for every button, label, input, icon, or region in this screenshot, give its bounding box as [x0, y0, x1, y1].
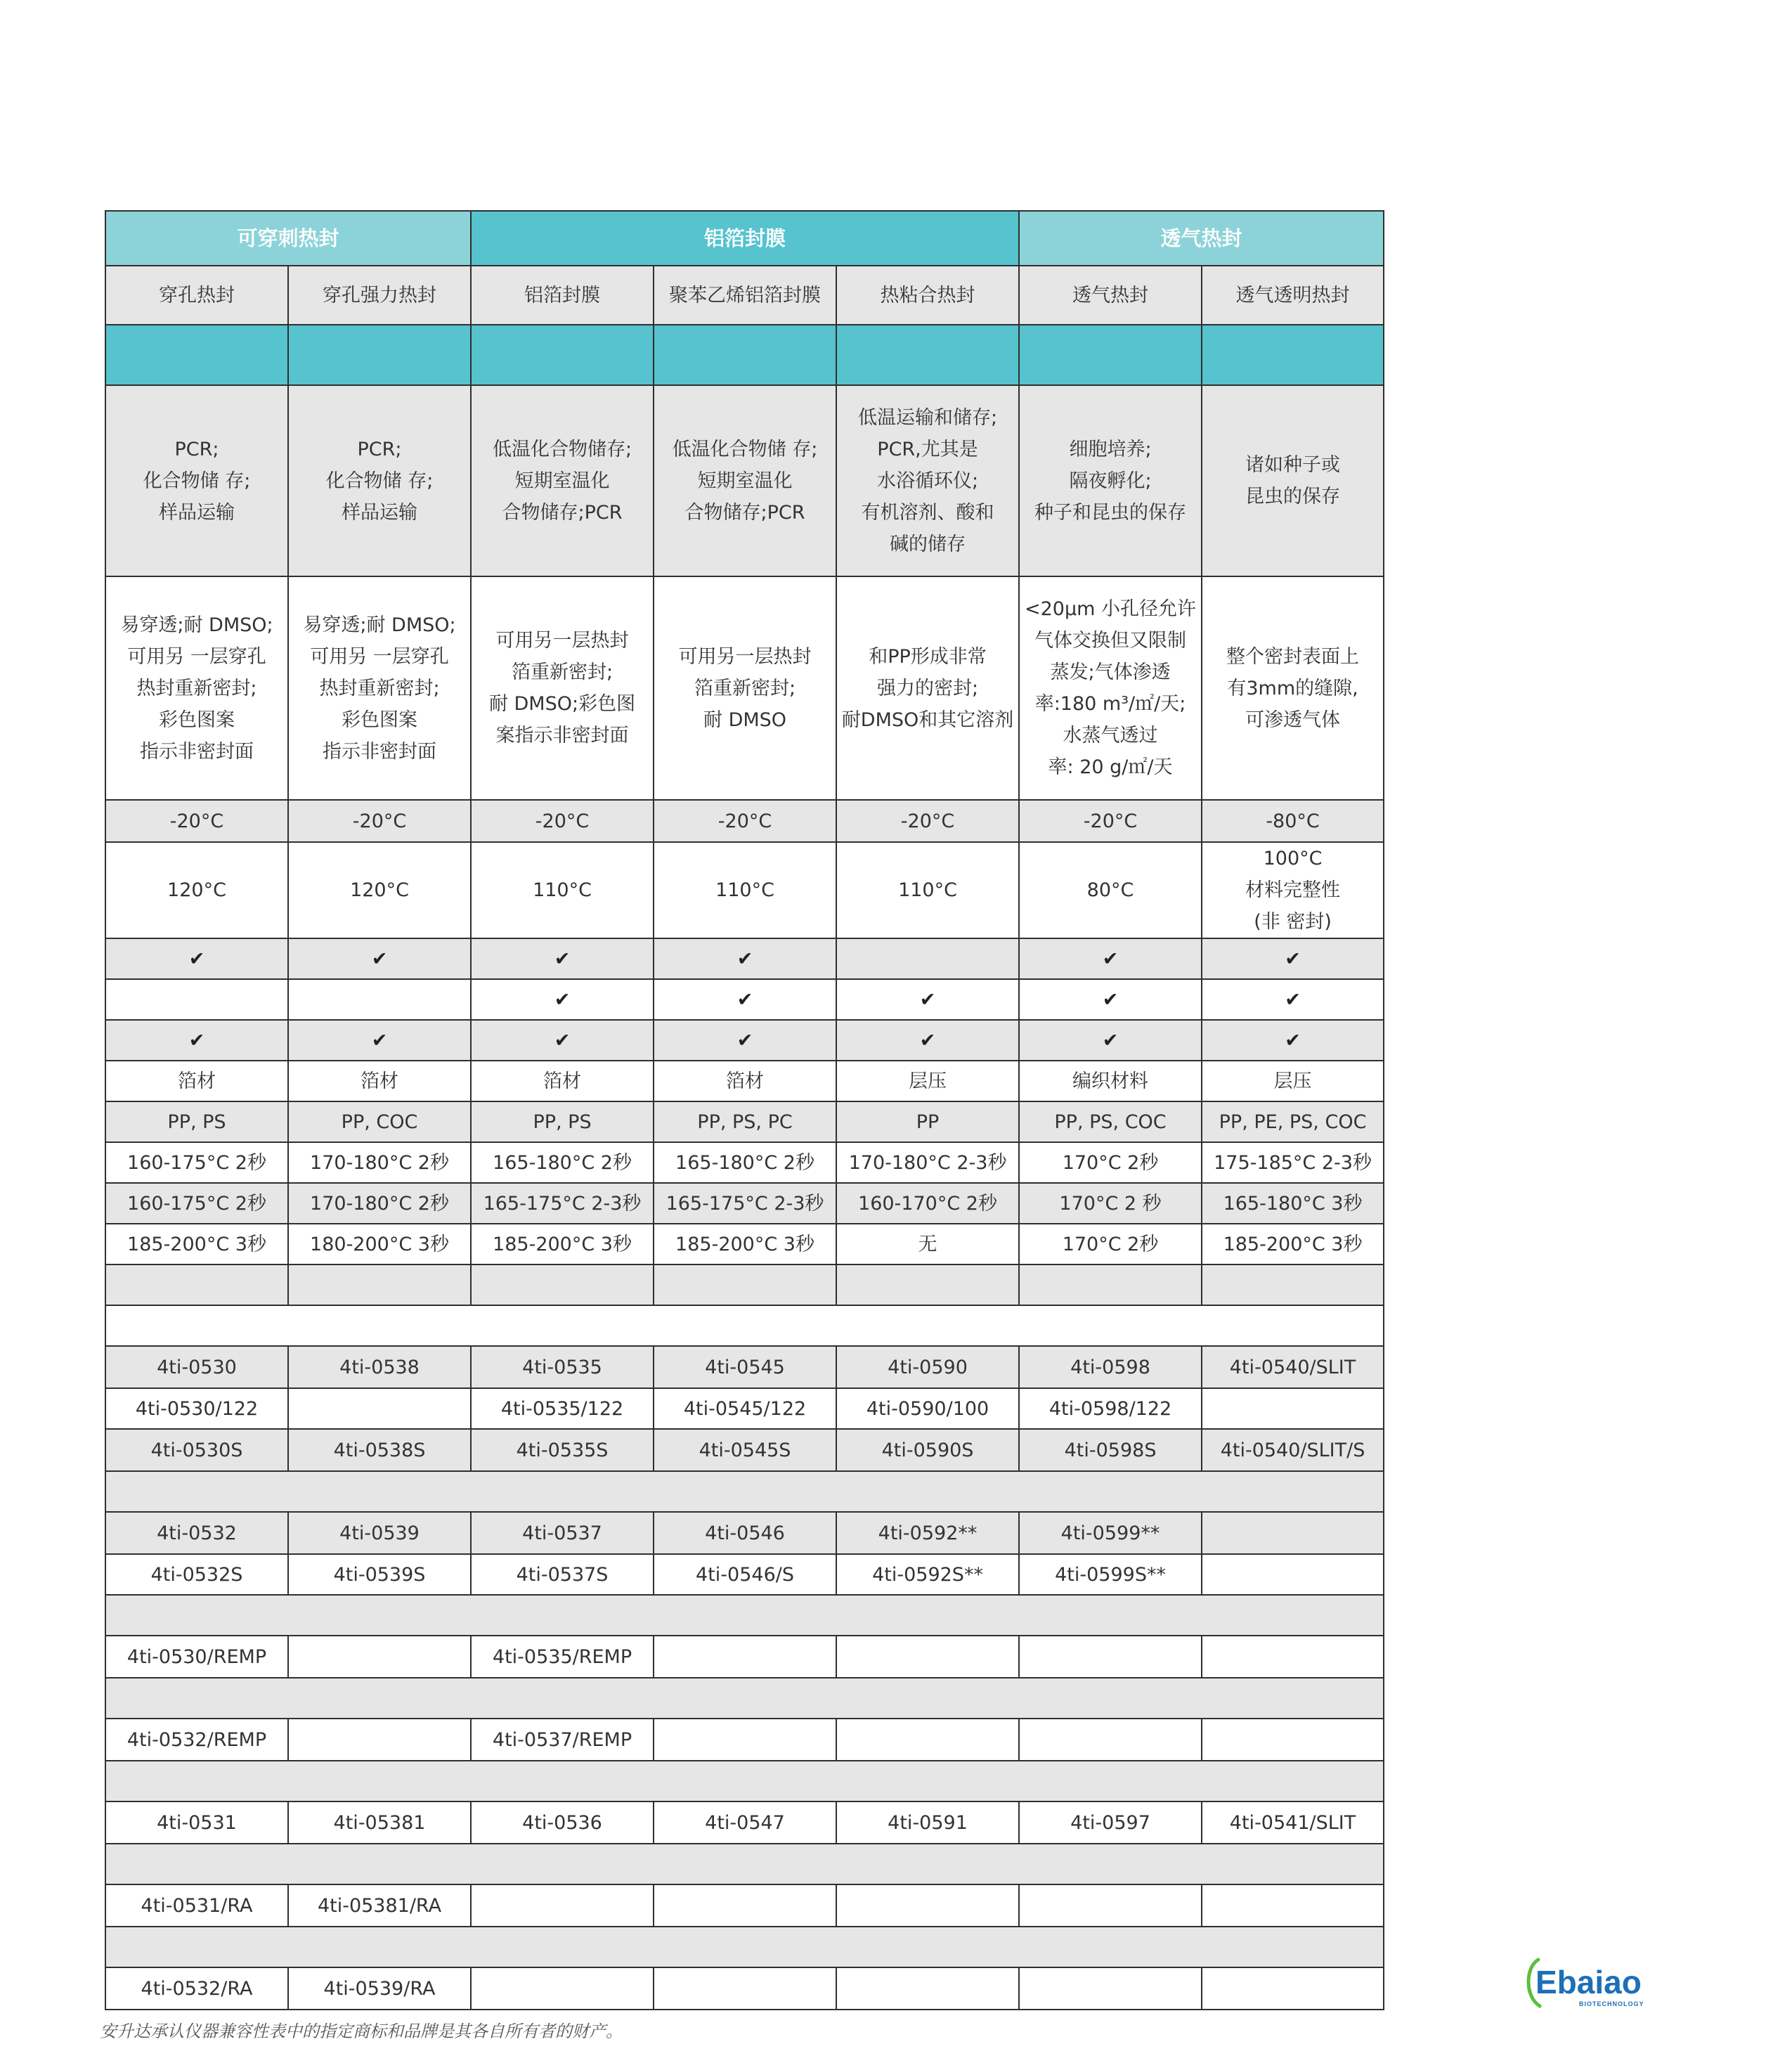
subheader-row-cell: 热粘合热封 [836, 266, 1019, 325]
catalog-row [105, 1388, 1384, 1429]
check-empty-cell [288, 979, 471, 1020]
catalog-row-cell: 4ti-0535/REMP [471, 1636, 654, 1678]
catalog-row-cell [1202, 1967, 1384, 2010]
seal-condition-row-cell: 165-180°C 2秒 [654, 1142, 836, 1183]
company-logo [1521, 1955, 1673, 2016]
product-comparison-table [105, 210, 1384, 2010]
catalog-row-cell: 4ti-0599** [1019, 1512, 1202, 1554]
min-temp-row-cell: -20°C [836, 800, 1019, 842]
category-foil: 铝箔封膜 [471, 211, 1019, 266]
catalog-row-cell: 4ti-0590 [836, 1346, 1019, 1388]
catalog-row-cell [654, 1884, 836, 1927]
catalog-row-cell [471, 1967, 654, 2010]
catalog-row-cell: 4ti-0532/REMP [105, 1719, 288, 1761]
subheader-row-cell: 穿孔强力热封 [288, 266, 471, 325]
catalog-row-cell [288, 1388, 471, 1429]
applications-row-cell: 诸如种子或 昆虫的保存 [1202, 385, 1384, 576]
subheader-row-cell: 透气热封 [1019, 266, 1202, 325]
catalog-row-cell: 4ti-0535S [471, 1429, 654, 1471]
category-header-row [105, 211, 1384, 266]
features-row-cell: 整个密封表面上 有3mm的缝隙, 可渗透气体 [1202, 576, 1384, 800]
catalog-row [105, 1884, 1384, 1927]
material-row-cell: 层压 [836, 1061, 1019, 1101]
catalog-row [105, 1512, 1384, 1554]
seal-condition-row-cell: 165-180°C 2秒 [471, 1142, 654, 1183]
check-row [105, 938, 1384, 979]
category-pierceable: 可穿刺热封 [105, 211, 471, 266]
blank-gray-row-cell [836, 1264, 1019, 1305]
seal-condition-row-cell: 165-175°C 2-3秒 [654, 1183, 836, 1224]
spacer-row-cell [105, 1927, 1384, 1967]
seal-condition-row-cell: 185-200°C 3秒 [654, 1224, 836, 1264]
seal-condition-row-cell: 170-180°C 2秒 [288, 1142, 471, 1183]
teal-band-cell [654, 325, 836, 385]
catalog-row-cell: 4ti-0538S [288, 1429, 471, 1471]
min-temp-row [105, 800, 1384, 842]
plate-types-row-cell: PP, PS, COC [1019, 1101, 1202, 1142]
spacer-row-cell [105, 1844, 1384, 1884]
catalog-row-cell [1202, 1719, 1384, 1761]
catalog-row-cell: 4ti-0537/REMP [471, 1719, 654, 1761]
applications-row-cell: 低温化合物储存; 短期室温化 合物储存;PCR [471, 385, 654, 576]
catalog-row [105, 1636, 1384, 1678]
min-temp-row-cell: -20°C [654, 800, 836, 842]
catalog-row-cell [836, 1884, 1019, 1927]
catalog-row-cell: 4ti-0530S [105, 1429, 288, 1471]
catalog-row-cell: 4ti-0547 [654, 1801, 836, 1844]
features-row-cell: 可用另一层热封 箔重新密封; 耐 DMSO [654, 576, 836, 800]
features-row-cell: 易穿透;耐 DMSO; 可用另 一层穿孔 热封重新密封; 彩色图案 指示非密封面 [288, 576, 471, 800]
check-icon: ✔ [1202, 938, 1384, 979]
catalog-row-cell [654, 1719, 836, 1761]
catalog-row-cell [1202, 1636, 1384, 1678]
features-row-cell: 和PP形成非常 强力的密封; 耐DMSO和其它溶剂 [836, 576, 1019, 800]
check-icon: ✔ [105, 1020, 288, 1061]
catalog-row-cell [1019, 1884, 1202, 1927]
catalog-row-cell [1202, 1388, 1384, 1429]
seal-condition-row-cell: 170°C 2 秒 [1019, 1183, 1202, 1224]
catalog-row-cell: 4ti-0598 [1019, 1346, 1202, 1388]
catalog-row-cell [1019, 1719, 1202, 1761]
catalog-row-cell [654, 1967, 836, 2010]
catalog-row [105, 1719, 1384, 1761]
min-temp-row-cell: -20°C [1019, 800, 1202, 842]
check-icon: ✔ [105, 938, 288, 979]
subheader-row [105, 266, 1384, 325]
catalog-row-cell: 4ti-0545/122 [654, 1388, 836, 1429]
catalog-row-cell: 4ti-0590S [836, 1429, 1019, 1471]
check-icon: ✔ [288, 938, 471, 979]
catalog-row-cell [1019, 1636, 1202, 1678]
catalog-row-cell: 4ti-0539 [288, 1512, 471, 1554]
check-icon: ✔ [1019, 979, 1202, 1020]
seal-condition-row-cell: 185-200°C 3秒 [471, 1224, 654, 1264]
catalog-row-cell: 4ti-0535/122 [471, 1388, 654, 1429]
check-empty-cell [836, 938, 1019, 979]
plate-types-row [105, 1101, 1384, 1142]
catalog-row-cell: 4ti-0530/122 [105, 1388, 288, 1429]
max-temp-row-cell: 80°C [1019, 842, 1202, 938]
seal-condition-row-cell: 170-180°C 2秒 [288, 1183, 471, 1224]
check-icon: ✔ [1019, 938, 1202, 979]
seal-condition-row-cell: 160-170°C 2秒 [836, 1183, 1019, 1224]
spacer-row-cell [105, 1761, 1384, 1801]
plate-types-row-cell: PP, PS, PC [654, 1101, 836, 1142]
catalog-row-cell: 4ti-0532/RA [105, 1967, 288, 2010]
catalog-row [105, 1967, 1384, 2010]
catalog-row-cell: 4ti-0598S [1019, 1429, 1202, 1471]
check-row [105, 1020, 1384, 1061]
catalog-row-cell [288, 1636, 471, 1678]
seal-condition-row-cell: 185-200°C 3秒 [1202, 1224, 1384, 1264]
applications-row-cell: PCR; 化合物储 存; 样品运输 [288, 385, 471, 576]
catalog-row-cell: 4ti-0536 [471, 1801, 654, 1844]
catalog-row-cell: 4ti-05381 [288, 1801, 471, 1844]
check-icon: ✔ [471, 938, 654, 979]
check-icon: ✔ [471, 1020, 654, 1061]
catalog-row-cell: 4ti-0546/S [654, 1554, 836, 1595]
check-icon: ✔ [654, 938, 836, 979]
features-row-cell: 可用另一层热封 箔重新密封; 耐 DMSO;彩色图 案指示非密封面 [471, 576, 654, 800]
catalog-row-cell [836, 1719, 1019, 1761]
seal-condition-row [105, 1183, 1384, 1224]
max-temp-row-cell: 110°C [654, 842, 836, 938]
teal-band-cell [105, 325, 288, 385]
catalog-row-cell: 4ti-0597 [1019, 1801, 1202, 1844]
catalog-row-cell [288, 1719, 471, 1761]
catalog-row-cell: 4ti-0546 [654, 1512, 836, 1554]
catalog-row-cell: 4ti-0592** [836, 1512, 1019, 1554]
material-row-cell: 层压 [1202, 1061, 1384, 1101]
max-temp-row-cell: 100°C 材料完整性 (非 密封) [1202, 842, 1384, 938]
blank-gray-row-cell [288, 1264, 471, 1305]
spacer-row-cell [105, 1471, 1384, 1512]
catalog-row-cell: 4ti-0538 [288, 1346, 471, 1388]
catalog-row [105, 1554, 1384, 1595]
catalog-row-cell [654, 1636, 836, 1678]
catalog-row-cell: 4ti-0590/100 [836, 1388, 1019, 1429]
min-temp-row-cell: -20°C [105, 800, 288, 842]
teal-band-row [105, 325, 1384, 385]
spacer-row [105, 1305, 1384, 1346]
blank-gray-row-cell [105, 1264, 288, 1305]
subheader-row-cell: 聚苯乙烯铝箔封膜 [654, 266, 836, 325]
spacer-row-cell [105, 1678, 1384, 1719]
catalog-row-cell [836, 1636, 1019, 1678]
material-row-cell: 箔材 [105, 1061, 288, 1101]
catalog-row-cell: 4ti-0530/REMP [105, 1636, 288, 1678]
catalog-row-cell: 4ti-0532S [105, 1554, 288, 1595]
catalog-row-cell: 4ti-0545S [654, 1429, 836, 1471]
catalog-row-cell: 4ti-0545 [654, 1346, 836, 1388]
catalog-row-cell: 4ti-0540/SLIT/S [1202, 1429, 1384, 1471]
catalog-row-cell [1202, 1512, 1384, 1554]
catalog-row-cell [1019, 1967, 1202, 2010]
catalog-row-cell: 4ti-05381/RA [288, 1884, 471, 1927]
teal-band-cell [836, 325, 1019, 385]
catalog-row-cell: 4ti-0531/RA [105, 1884, 288, 1927]
max-temp-row-cell: 120°C [105, 842, 288, 938]
catalog-row [105, 1346, 1384, 1388]
check-icon: ✔ [1019, 1020, 1202, 1061]
check-icon: ✔ [471, 979, 654, 1020]
applications-row-cell: PCR; 化合物储 存; 样品运输 [105, 385, 288, 576]
min-temp-row-cell: -20°C [471, 800, 654, 842]
spacer-row-cell [105, 1595, 1384, 1636]
spacer-row-cell [105, 1305, 1384, 1346]
catalog-row-cell: 4ti-0532 [105, 1512, 288, 1554]
blank-gray-row-cell [471, 1264, 654, 1305]
logo-wordmark: Ebaiao [1535, 1964, 1642, 2000]
seal-condition-row-cell: 185-200°C 3秒 [105, 1224, 288, 1264]
catalog-row-cell: 4ti-0530 [105, 1346, 288, 1388]
plate-types-row-cell: PP, COC [288, 1101, 471, 1142]
plate-types-row-cell: PP [836, 1101, 1019, 1142]
catalog-row-cell: 4ti-0537S [471, 1554, 654, 1595]
plate-types-row-cell: PP, PE, PS, COC [1202, 1101, 1384, 1142]
spacer-row [105, 1471, 1384, 1512]
check-icon: ✔ [1202, 979, 1384, 1020]
applications-row-cell: 低温运输和储存; PCR,尤其是 水浴循环仪; 有机溶剂、酸和 碱的储存 [836, 385, 1019, 576]
min-temp-row-cell: -80°C [1202, 800, 1384, 842]
plate-types-row-cell: PP, PS [105, 1101, 288, 1142]
subheader-row-cell: 穿孔热封 [105, 266, 288, 325]
max-temp-row-cell: 120°C [288, 842, 471, 938]
blank-gray-row-cell [1019, 1264, 1202, 1305]
seal-condition-row-cell: 165-180°C 3秒 [1202, 1183, 1384, 1224]
max-temp-row-cell: 110°C [471, 842, 654, 938]
spacer-row [105, 1927, 1384, 1967]
seal-condition-row-cell: 无 [836, 1224, 1019, 1264]
catalog-row [105, 1801, 1384, 1844]
check-icon: ✔ [836, 1020, 1019, 1061]
catalog-row-cell [1202, 1554, 1384, 1595]
check-row [105, 979, 1384, 1020]
catalog-row-cell [836, 1967, 1019, 2010]
spacer-row [105, 1761, 1384, 1801]
subheader-row-cell: 透气透明热封 [1202, 266, 1384, 325]
blank-gray-row-cell [1202, 1264, 1384, 1305]
check-icon: ✔ [836, 979, 1019, 1020]
features-row-cell: 易穿透;耐 DMSO; 可用另 一层穿孔 热封重新密封; 彩色图案 指示非密封面 [105, 576, 288, 800]
catalog-row-cell [1202, 1884, 1384, 1927]
check-empty-cell [105, 979, 288, 1020]
material-row-cell: 编织材料 [1019, 1061, 1202, 1101]
teal-band-cell [471, 325, 654, 385]
min-temp-row-cell: -20°C [288, 800, 471, 842]
applications-row-cell: 细胞培养; 隔夜孵化; 种子和昆虫的保存 [1019, 385, 1202, 576]
max-temp-row-cell: 110°C [836, 842, 1019, 938]
catalog-row-cell: 4ti-0537 [471, 1512, 654, 1554]
teal-band-cell [1202, 325, 1384, 385]
material-row-cell: 箔材 [288, 1061, 471, 1101]
seal-condition-row-cell: 165-175°C 2-3秒 [471, 1183, 654, 1224]
catalog-row-cell: 4ti-0540/SLIT [1202, 1346, 1384, 1388]
applications-row-cell: 低温化合物储 存; 短期室温化 合物储存;PCR [654, 385, 836, 576]
check-icon: ✔ [1202, 1020, 1384, 1061]
material-row-cell: 箔材 [654, 1061, 836, 1101]
logo-subtext: BIOTECHNOLOGY [1579, 2000, 1644, 2007]
features-row [105, 576, 1384, 800]
seal-condition-row-cell: 180-200°C 3秒 [288, 1224, 471, 1264]
spacer-row [105, 1844, 1384, 1884]
catalog-row [105, 1429, 1384, 1471]
catalog-row-cell: 4ti-0541/SLIT [1202, 1801, 1384, 1844]
category-breathable: 透气热封 [1019, 211, 1384, 266]
max-temp-row [105, 842, 1384, 938]
subheader-row-cell: 铝箔封膜 [471, 266, 654, 325]
check-icon: ✔ [654, 1020, 836, 1061]
seal-condition-row [105, 1224, 1384, 1264]
seal-condition-row-cell: 170°C 2秒 [1019, 1142, 1202, 1183]
plate-types-row-cell: PP, PS [471, 1101, 654, 1142]
material-row [105, 1061, 1384, 1101]
spacer-row [105, 1678, 1384, 1719]
catalog-row-cell: 4ti-0599S** [1019, 1554, 1202, 1595]
seal-condition-row-cell: 175-185°C 2-3秒 [1202, 1142, 1384, 1183]
blank-gray-row [105, 1264, 1384, 1305]
seal-condition-row-cell: 170-180°C 2-3秒 [836, 1142, 1019, 1183]
catalog-row-cell: 4ti-0535 [471, 1346, 654, 1388]
check-icon: ✔ [654, 979, 836, 1020]
seal-condition-row [105, 1142, 1384, 1183]
catalog-row-cell: 4ti-0598/122 [1019, 1388, 1202, 1429]
catalog-row-cell: 4ti-0539/RA [288, 1967, 471, 2010]
features-row-cell: <20μm 小孔径允许 气体交换但又限制 蒸发;气体渗透 率:180 m³/㎡/天; 水蒸气透过 率: 20 g/㎡/天 [1019, 576, 1202, 800]
catalog-row-cell [471, 1884, 654, 1927]
spacer-row [105, 1595, 1384, 1636]
catalog-row-cell: 4ti-0592S** [836, 1554, 1019, 1595]
catalog-row-cell: 4ti-0539S [288, 1554, 471, 1595]
material-row-cell: 箔材 [471, 1061, 654, 1101]
teal-band-cell [288, 325, 471, 385]
catalog-row-cell: 4ti-0531 [105, 1801, 288, 1844]
ebaiao-logo-icon [1521, 1955, 1673, 2016]
trademark-footnote: 安升达承认仪器兼容性表中的指定商标和品牌是其各自所有者的财产。 [100, 2022, 623, 2041]
check-icon: ✔ [288, 1020, 471, 1061]
applications-row [105, 385, 1384, 576]
seal-condition-row-cell: 160-175°C 2秒 [105, 1142, 288, 1183]
seal-condition-row-cell: 160-175°C 2秒 [105, 1183, 288, 1224]
catalog-row-cell: 4ti-0591 [836, 1801, 1019, 1844]
teal-band-cell [1019, 325, 1202, 385]
seal-condition-row-cell: 170°C 2秒 [1019, 1224, 1202, 1264]
blank-gray-row-cell [654, 1264, 836, 1305]
